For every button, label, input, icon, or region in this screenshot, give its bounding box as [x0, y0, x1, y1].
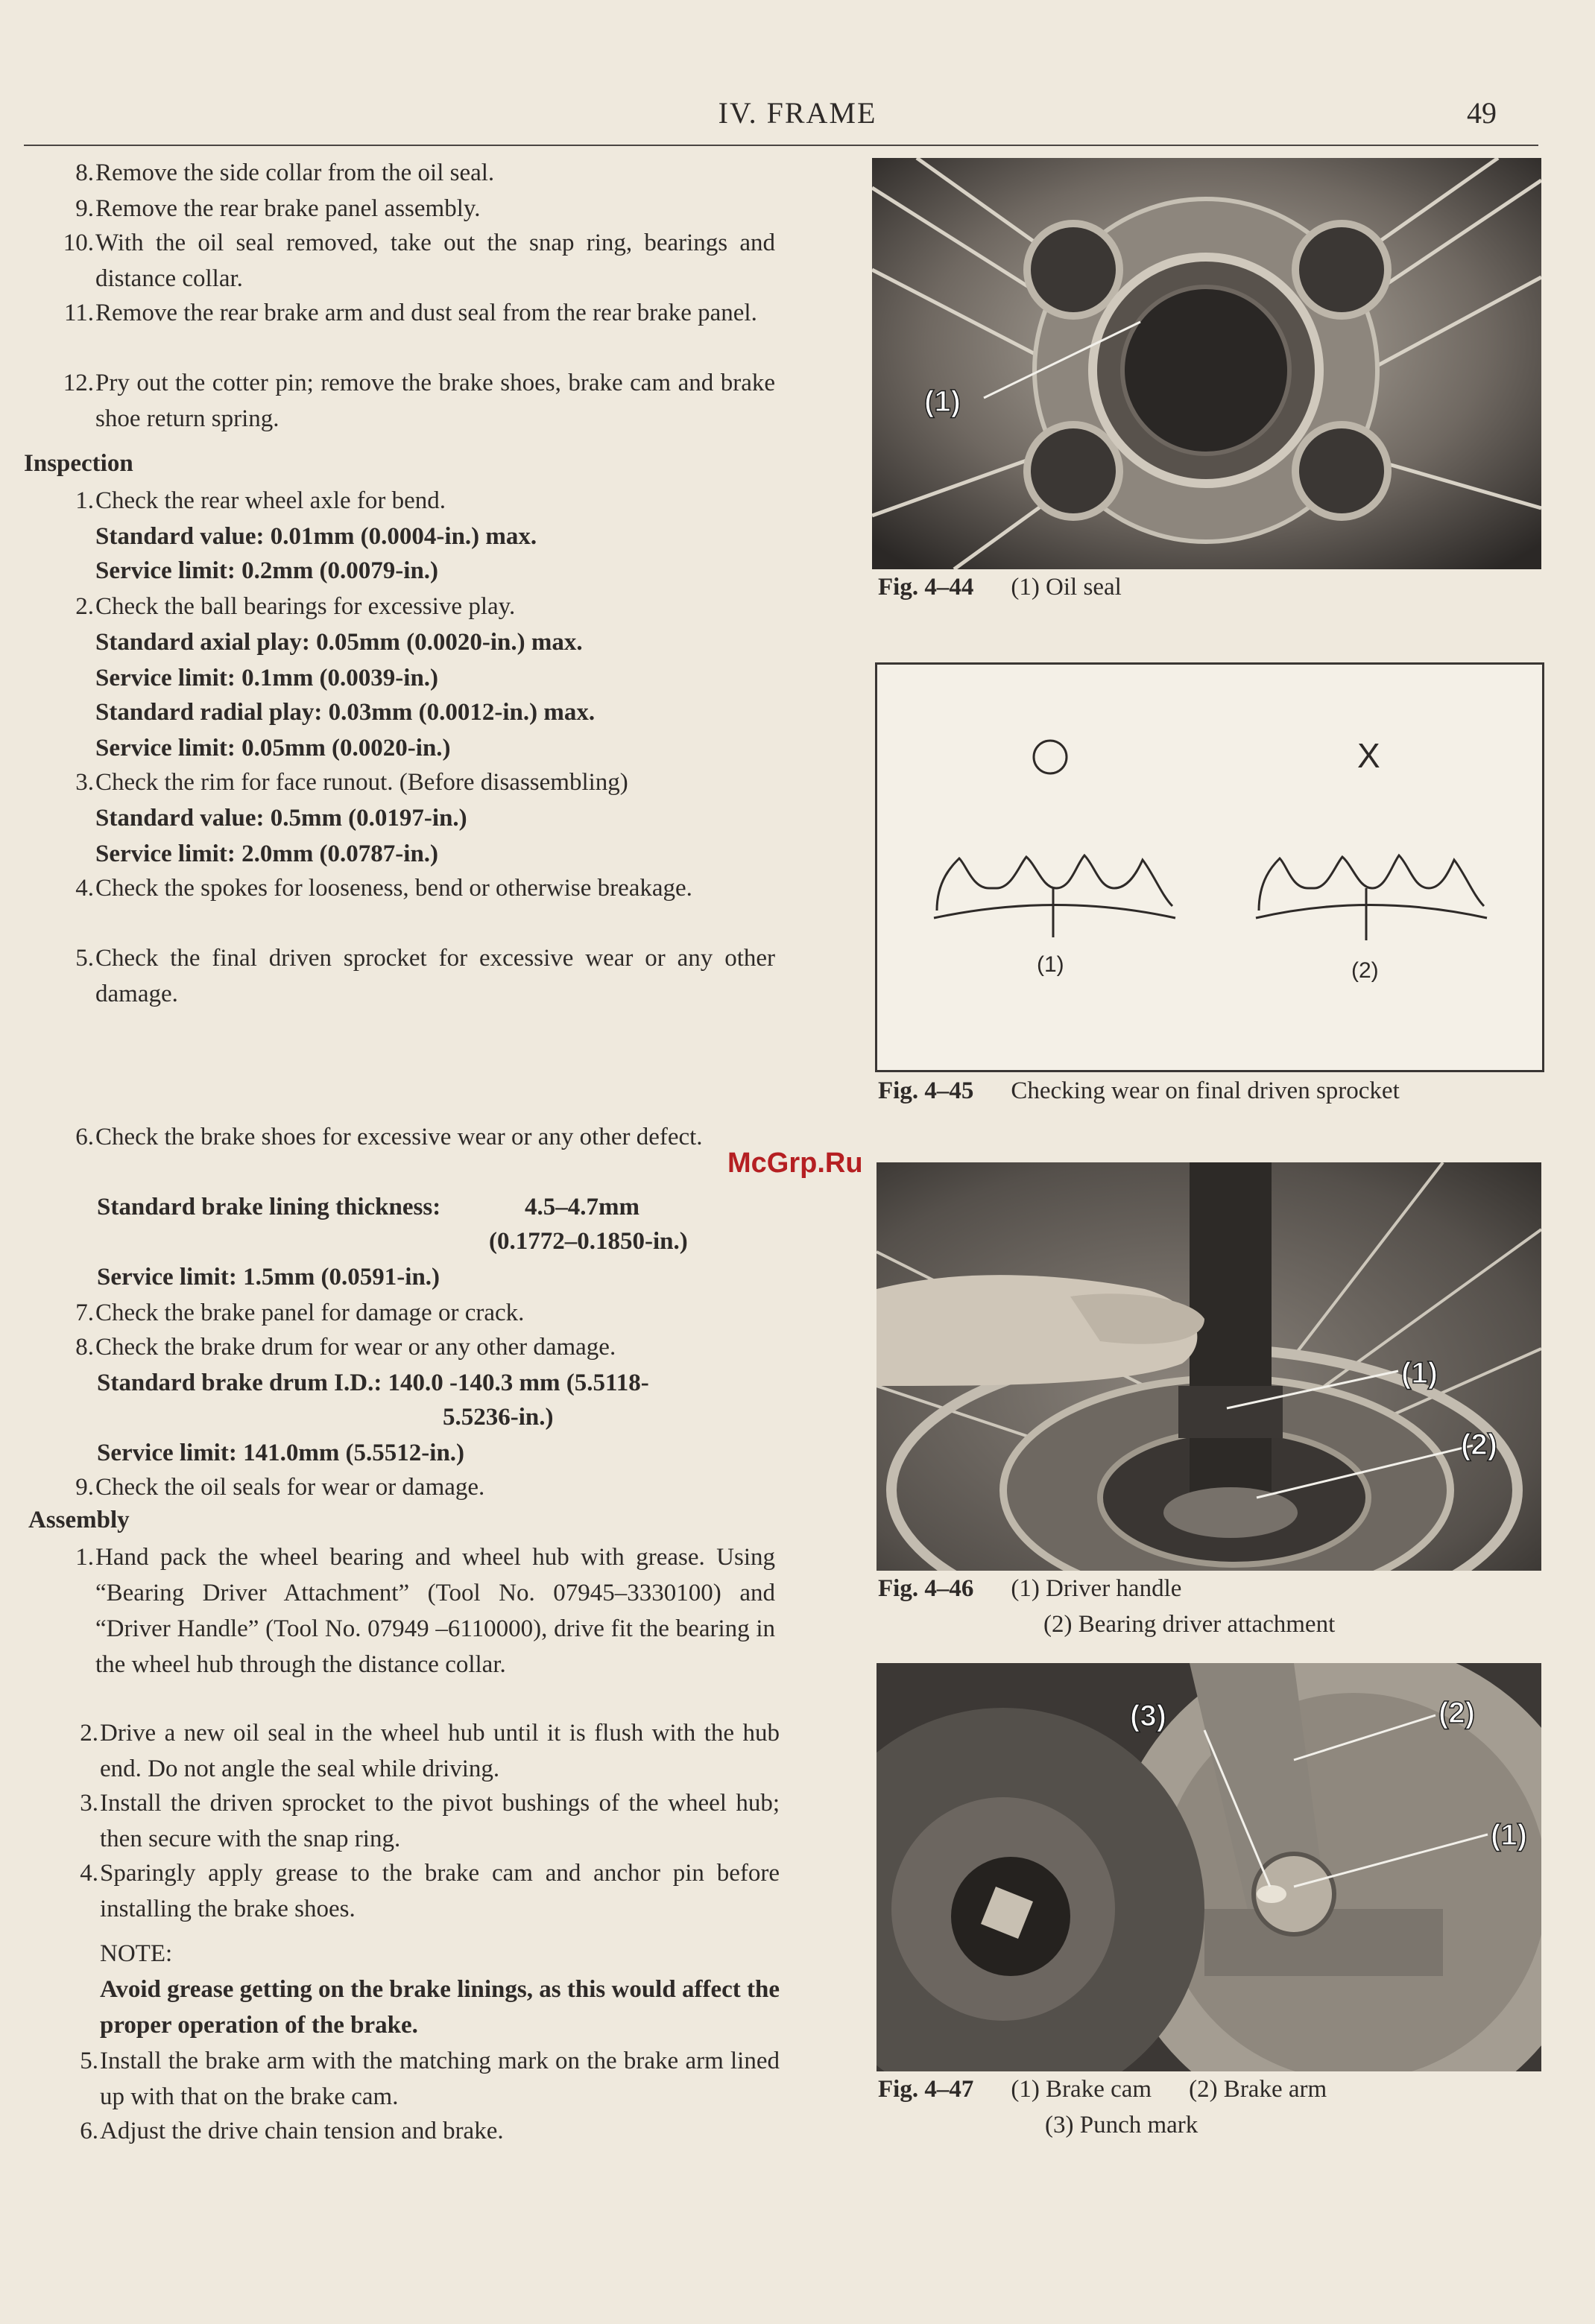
- callout-label: (2): [1438, 1697, 1475, 1729]
- spec-line: Service limit: 2.0mm (0.0787-in.): [95, 840, 439, 867]
- list-item: 9. Remove the rear brake panel assembly.: [75, 195, 481, 222]
- list-item: 4. Check the spokes for looseness, bend or otherwise breakage.: [75, 875, 692, 902]
- photo-bearing-driver: [877, 1162, 1541, 1571]
- spec-line: Service limit: 0.1mm (0.0039-in.): [95, 665, 439, 691]
- list-item: 2. Drive a new oil seal in the wheel hub until it is flush with the hub end. Do not angle the seal while driving.: [80, 1720, 780, 1782]
- spec-line: Standard brake drum I.D.: 140.0 -140.3 mm (5.5118-: [97, 1370, 649, 1396]
- list-item: 1. Check the rear wheel axle for bend.: [75, 487, 446, 514]
- spec-line: Service limit: 141.0mm (5.5512-in.): [97, 1440, 465, 1466]
- list-item: 3. Check the rim for face runout. (Before disassembling): [75, 769, 628, 796]
- list-item: 6. Adjust the drive chain tension and brake.: [80, 2118, 504, 2144]
- figure-caption-item: (3) Punch mark: [1045, 2112, 1198, 2138]
- figure-caption: Fig. 4–46 (1) Driver handle: [878, 1575, 1182, 1602]
- page-number: 49: [1467, 96, 1497, 130]
- bad-mark-icon: X: [1357, 736, 1380, 775]
- list-item: 7. Check the brake panel for damage or crack.: [75, 1299, 525, 1326]
- list-item: 12. Pry out the cotter pin; remove the brake shoes, brake cam and brake shoe return spring.: [63, 370, 775, 432]
- spec-line: Standard value: 0.5mm (0.0197-in.): [95, 805, 467, 832]
- list-item: 8. Remove the side collar from the oil seal.: [75, 159, 495, 186]
- callout-label: (1): [1491, 1819, 1527, 1852]
- spec-line: Standard value: 0.01mm (0.0004-in.) max.: [95, 523, 537, 550]
- callout-label: (3): [1130, 1700, 1166, 1732]
- spec-line: 4.5–4.7mm: [525, 1194, 639, 1220]
- note-label: NOTE:: [100, 1940, 173, 1967]
- callout-label: (1): [924, 385, 961, 418]
- spec-line: 5.5236-in.): [443, 1404, 554, 1431]
- spec-line: (0.1772–0.1850-in.): [489, 1228, 688, 1255]
- header-rule: [24, 145, 1538, 146]
- list-item: 9. Check the oil seals for wear or damage.: [75, 1474, 485, 1501]
- section-heading-inspection: Inspection: [24, 450, 133, 477]
- figure-caption: Fig. 4–47 (1) Brake cam (2) Brake arm: [878, 2076, 1327, 2103]
- spec-line: Service limit: 0.2mm (0.0079-in.): [95, 557, 439, 584]
- list-item: 2. Check the ball bearings for excessive play.: [75, 593, 516, 620]
- list-item: 5. Check the final driven sprocket for excessive wear or any other damage.: [75, 945, 775, 1007]
- good-mark-icon: [1034, 741, 1067, 773]
- list-item: 8. Check the brake drum for wear or any other damage.: [75, 1334, 616, 1361]
- watermark: McGrp.Ru: [727, 1147, 863, 1179]
- spec-line: Standard brake lining thickness:: [97, 1194, 441, 1220]
- list-item: 4. Sparingly apply grease to the brake cam and anchor pin before installing the brake shoes.: [80, 1860, 780, 1922]
- figure-caption: Fig. 4–45 Checking wear on final driven sprocket: [878, 1077, 1400, 1104]
- list-item: 11. Remove the rear brake arm and dust seal from the rear brake panel.: [63, 300, 757, 326]
- list-item: 5. Install the brake arm with the matching mark on the brake arm lined up with that on the brake cam.: [80, 2048, 780, 2110]
- note-text: Avoid grease getting on the brake linings, as this would affect the proper operation of the brake.: [100, 1976, 780, 2039]
- figure-caption: Fig. 4–44 (1) Oil seal: [878, 574, 1122, 601]
- spec-line: Standard axial play: 0.05mm (0.0020-in.) max.: [95, 629, 583, 656]
- spec-line: Service limit: 0.05mm (0.0020-in.): [95, 735, 451, 762]
- callout-label: (2): [1461, 1428, 1497, 1461]
- diagram-label: (1): [1037, 952, 1064, 977]
- figure-caption-item: (2) Bearing driver attachment: [1043, 1611, 1336, 1638]
- spec-line: Service limit: 1.5mm (0.0591-in.): [97, 1264, 440, 1291]
- diagram-sprocket-wear: [875, 662, 1544, 1072]
- spec-line: Standard radial play: 0.03mm (0.0012-in.) max.: [95, 699, 596, 726]
- section-heading-assembly: Assembly: [28, 1507, 130, 1533]
- photo-brake-cam: [877, 1663, 1541, 2071]
- list-item: 6. Check the brake shoes for excessive wear or any other defect.: [75, 1124, 703, 1150]
- list-item: 3. Install the driven sprocket to the pivot bushings of the wheel hub; then secure with the snap ring.: [80, 1790, 780, 1852]
- diagram-label: (2): [1351, 958, 1379, 983]
- photo-oil-seal: [872, 158, 1541, 569]
- list-item: 1. Hand pack the wheel bearing and wheel hub with grease. Using “Bearing Driver Attachment” (Tool No. 07945–3330100) and “Driver Handle” (Tool No. 07949 –6110000), drive fit the bearing in the wheel hub through the distance collar.: [75, 1544, 775, 1678]
- callout-label: (1): [1401, 1357, 1438, 1390]
- page-header-title: IV. FRAME: [718, 96, 877, 130]
- list-item: 10. With the oil seal removed, take out the snap ring, bearings and distance collar.: [63, 229, 775, 292]
